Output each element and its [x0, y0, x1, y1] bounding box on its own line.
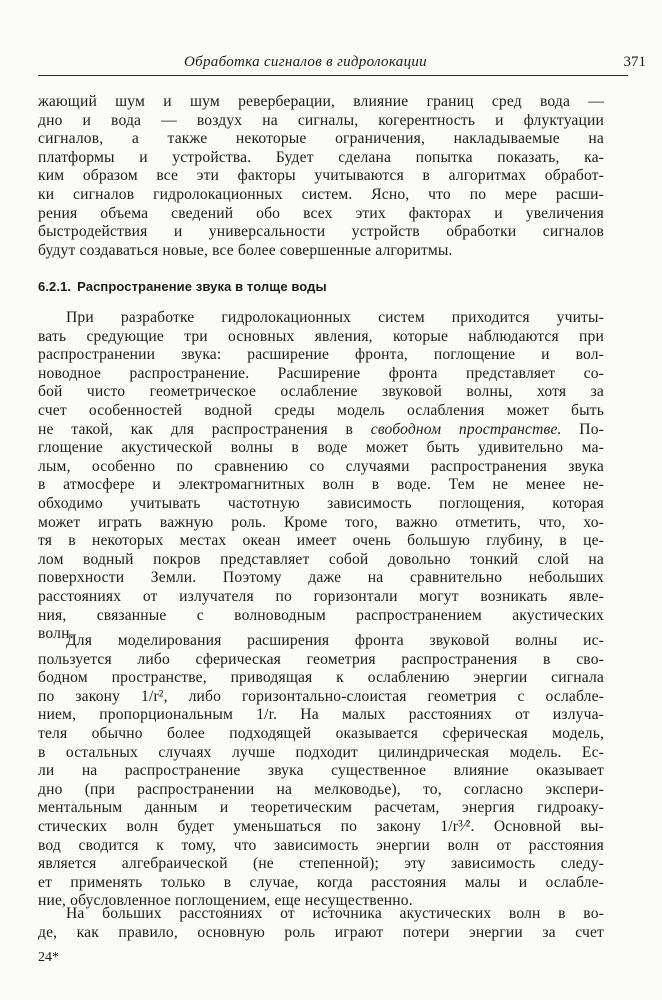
section-heading	[38, 279, 327, 294]
text-line: поверхности Земли. Поэтому даже на сравнительно небольших	[38, 569, 604, 587]
text-line-mixed	[38, 421, 604, 440]
text-line: Для моделирования расширения фронта звуковой волны ис-	[66, 632, 604, 649]
text-line: дно и вода — воздух на сигналы, когерентность и флуктуации	[38, 111, 604, 129]
running-title: Обработка сигналов в гидролокации	[184, 54, 427, 70]
running-head	[38, 52, 646, 74]
text-line: вать средующие три основных явления, которые наблюдаются при	[38, 327, 604, 345]
text-run: не такой, как для распространения в	[38, 420, 371, 438]
text-line: пользуется либо сферическая геометрия распространения в сво-	[38, 650, 604, 668]
text-line: жающий шум и шум реверберации, влияние границ сред вода —	[38, 93, 604, 110]
text-line: будут создаваться новые, все более совершенные алгоритмы.	[38, 241, 453, 259]
text-line: может играть важную роль. Кроме того, важно отметить, что, хо-	[38, 513, 604, 531]
text-line: ет применять только в случае, когда расстояния малы и ослабле-	[38, 873, 604, 891]
text-line: глощение акустической волны в воде может быть удивительно ма-	[38, 439, 604, 457]
text-line: в остальных случаях лучше подходит цилиндрическая модель. Ес-	[38, 743, 604, 761]
paragraph-1	[38, 93, 604, 260]
paragraph-4	[38, 905, 604, 942]
paragraph-2	[38, 309, 604, 644]
text-line: новодное распространение. Расширение фронта представляет со-	[38, 364, 604, 382]
text-line: При разработке гидролокационных систем приходится учиты-	[66, 309, 604, 326]
text-line: в атмосфере и электромагнитных волн в воде. Тем не менее не-	[38, 476, 604, 494]
text-line: теля обычно более подходящей оказывается сферическая модель,	[38, 724, 604, 742]
text-run: По-	[561, 420, 604, 438]
section-title: Распространение звука в толще воды	[77, 279, 327, 294]
text-line: платформы и устройства. Будет сделана попытка показать, ка-	[38, 148, 604, 166]
text-line: по закону 1/r², либо горизонтально-слоистая геометрия с ослабле-	[38, 687, 604, 705]
sheet-signature: 24*	[38, 950, 59, 965]
text-line: дно (при распространении на мелководье), то, согласно экспери-	[38, 780, 604, 798]
text-line: сигналов, а также некоторые ограничения, накладываемые на	[38, 130, 604, 148]
text-line: стических волн будет уменьшаться по закону 1/r³⁄². Основной вы-	[38, 817, 604, 835]
text-line: распространении звука: расширение фронта, поглощение и вол-	[38, 346, 604, 364]
text-line: бодном пространстве, приводящая к ослаблению энергии сигнала	[38, 669, 604, 687]
text-line: ким образом все эти факторы учитываются в алгоритмах обработ-	[38, 167, 604, 185]
text-line: лом водный покров представляет собой довольно тонкий слой на	[38, 550, 604, 568]
text-line: ние, обусловленное поглощением, еще несущественно.	[38, 892, 413, 910]
text-line: нием, пропорциональным 1/r. На малых расстояниях от излуча-	[38, 706, 604, 724]
text-line: обходимо учитывать частотную зависимость поглощения, которая	[38, 494, 604, 512]
text-line: На больших расстояниях от источника акустических волн в во-	[66, 905, 604, 922]
text-line: вод сводится к тому, что зависимость энергии волн от расстояния	[38, 836, 604, 854]
text-line: расстояниях от излучателя по горизонтали могут возникать явле-	[38, 587, 604, 605]
text-line: является алгебраической (не степенной); эту зависимость следу-	[38, 855, 604, 873]
header-rule	[38, 75, 628, 76]
text-line: бой чисто геометрическое ослабление звуковой волны, хотя за	[38, 383, 604, 401]
text-line: ли на распространение звука существенное влияние оказывает	[38, 762, 604, 780]
text-line: быстродействия и универсальности устройств обработки сигналов	[38, 223, 604, 241]
text-line: ментальным данным и теоретическим расчетам, энергия гидроаку-	[38, 799, 604, 817]
text-line: тя в некоторых местах океан имеет очень большую глубину, в це-	[38, 532, 604, 550]
page-number: 371	[623, 54, 646, 70]
paragraph-3	[38, 632, 604, 911]
text-line: ки сигналов гидролокационных систем. Ясно, что по мере расши-	[38, 185, 604, 203]
text-line: ния, связанные с волноводным распространением акустических	[38, 606, 604, 624]
text-line: счет особенностей водной среды модель ослабления может быть	[38, 401, 604, 419]
text-line: де, как правило, основную роль играют потери энергии за счет	[38, 923, 604, 941]
section-number: 6.2.1.	[38, 279, 72, 294]
text-line: лым, особенно по сравнению со случаями распространения звука	[38, 457, 604, 475]
text-line: рения объема сведений обо всех этих факторах и увеличения	[38, 204, 604, 222]
italic-phrase: свободном пространстве.	[370, 420, 562, 438]
text-line: волн.	[38, 625, 74, 643]
